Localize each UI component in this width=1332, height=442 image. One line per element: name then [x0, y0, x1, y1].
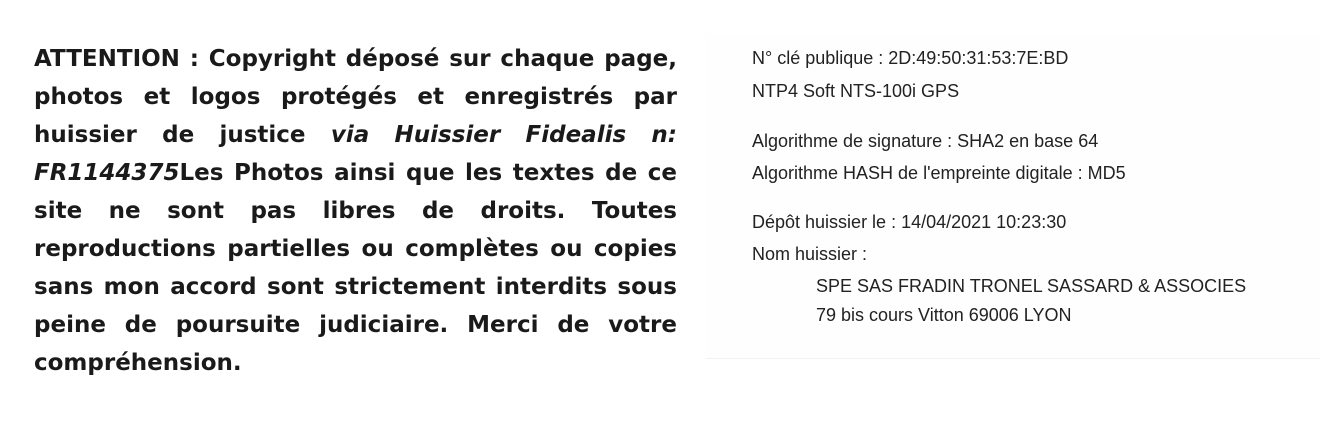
hash-algorithm-line: Algorithme HASH de l'empreinte digitale : MD5 [752, 163, 1126, 183]
notice-tail-text: Les Photos ainsi que les textes de ce site ne sont pas libres de droits. Toutes reproductions partielles ou complètes ou copies sans mon accord sont strictement interdits sous peine de poursuite judiciaire. Merci de votre compréhension. [34, 160, 677, 376]
ntp-line: NTP4 Soft NTS-100i GPS [752, 81, 960, 101]
public-key-line: N° clé publique : 2D:49:50:31:53:7E:BD [752, 48, 1069, 68]
signature-algorithm-line: Algorithme de signature : SHA2 en base 64 [752, 131, 1099, 151]
copyright-notice [34, 40, 677, 382]
bailiff-certificate [706, 34, 1320, 359]
bailiff-name: SPE SAS FRADIN TRONEL SASSARD & ASSOCIES [816, 276, 1247, 296]
notice-lead-text: ATTENTION : Copyright déposé sur chaque page, photos et logos protégés et enregistrés par huissier de justice [34, 46, 677, 148]
notice-bailiff-reference: via Huissier Fidealis n: FR1144375 [34, 122, 678, 186]
deposit-date-line: Dépôt huissier le : 14/04/2021 10:23:30 [752, 212, 1067, 232]
bailiff-address: 79 bis cours Vitton 69006 LYON [816, 305, 1072, 325]
bailiff-label: Nom huissier : [752, 244, 868, 264]
